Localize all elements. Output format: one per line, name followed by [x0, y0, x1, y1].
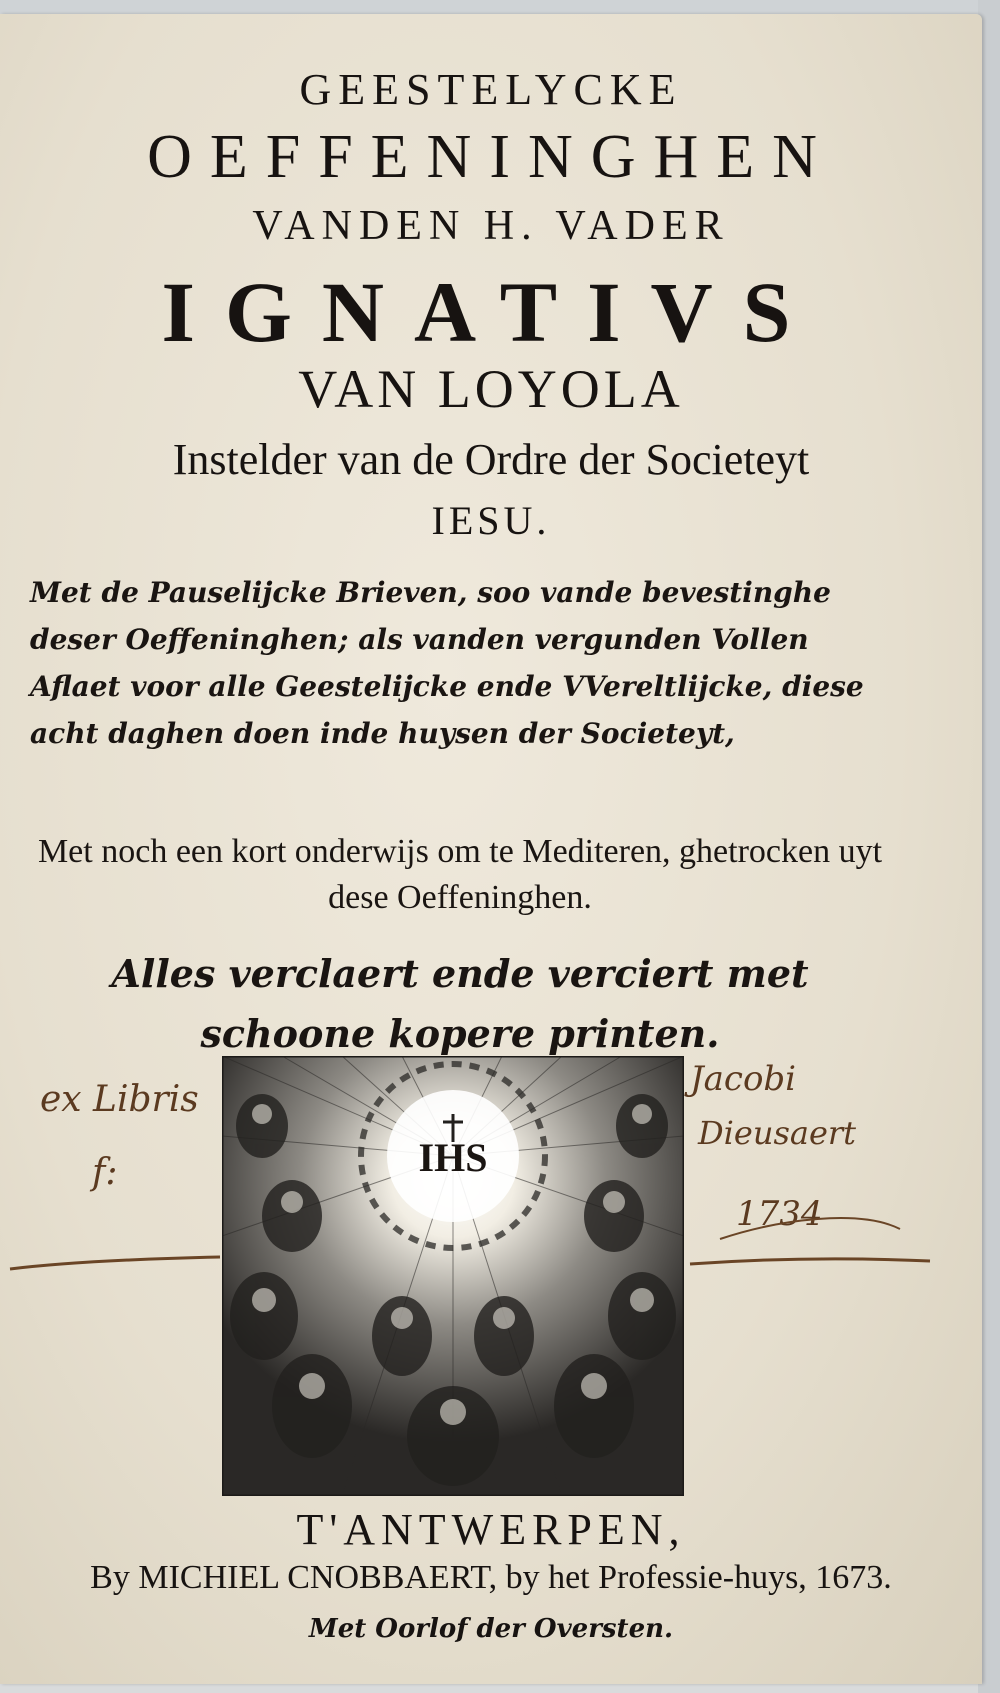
imprint-city: T'ANTWERPEN, [296, 1505, 686, 1554]
ihs-monogram: IHS [418, 1135, 488, 1180]
papal-letters-paragraph: Met de Pauselijcke Brieven, soo vande bevestinghe deser Oeffeninghen; als vanden vergunden Vollen Aflaet voor alle Geestelijcke ende VVereltlijcke, diese acht daghen doen inde huysen der Societeyt, [30, 576, 864, 750]
meditation-paragraph: Met noch een kort onderwijs om te Mediteren, ghetrocken uyt dese Oeffeninghen. [37, 833, 883, 916]
title-line-5: VAN LOYOLA [298, 359, 684, 419]
title-page [0, 14, 982, 1684]
ink-strokes [0, 1199, 982, 1289]
ex-libris-inscription: ex Libris [40, 1079, 199, 1120]
title-line-7: IESU. [431, 498, 551, 543]
imprint-license: Met Oorlof der Oversten. [308, 1614, 674, 1644]
imprint-publisher: By MICHIEL CNOBBAERT, by het Professie-huys, 1673. [90, 1559, 892, 1596]
owner-inscription-1: Jacobi [690, 1059, 797, 1099]
title-line-3: VANDEN H. VADER [252, 203, 730, 249]
initial-inscription: f: [92, 1152, 118, 1193]
title-line-4: IGNATIVS [161, 264, 821, 360]
year-inscription: 1734 [736, 1194, 823, 1234]
engravings-paragraph: Alles verclaert ende verciert met schoone kopere printen. [111, 951, 809, 1056]
title-line-1: GEESTELYCKE [299, 65, 683, 114]
title-line-2: OEFFENINGHEN [147, 123, 835, 191]
owner-inscription-2: Dieusaert [698, 1114, 857, 1152]
title-line-6: Instelder van de Ordre der Societeyt [172, 435, 810, 484]
